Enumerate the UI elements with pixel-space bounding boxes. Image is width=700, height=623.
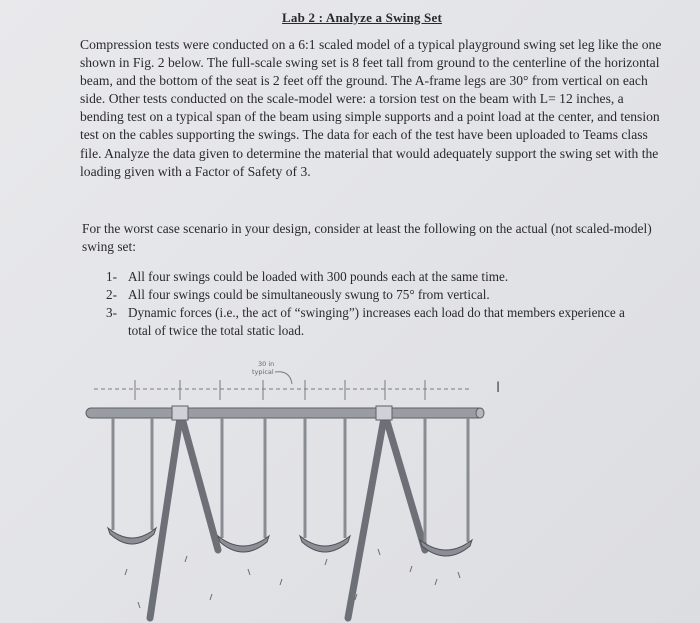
dimension-label-sub: typical [252, 368, 274, 376]
worst-case-paragraph: For the worst case scenario in your design, consider at least the following on the actual (not scaled-model) swing set: [82, 221, 652, 254]
list-item [106, 268, 646, 286]
load-case-list [106, 268, 646, 340]
list-number: 2- [106, 287, 117, 302]
ground-marks [125, 549, 460, 608]
text-cursor-icon: I [496, 380, 501, 396]
horizontal-beam [86, 408, 483, 418]
dimension-label: 30 in [258, 360, 275, 368]
list-item [106, 304, 646, 340]
list-number: 3- [106, 305, 117, 320]
list-text: Dynamic forces (i.e., the act of “swinging”) increases each load do that members experience a total of twice the total static load. [128, 305, 625, 338]
list-number: 1- [106, 269, 117, 284]
list-text: All four swings could be simultaneously swung to 75° from vertical. [128, 287, 490, 302]
a-frame-legs [150, 418, 425, 618]
list-text: All four swings could be loaded with 300 pounds each at the same time. [128, 269, 509, 284]
list-item [106, 286, 646, 304]
intro-paragraph: Compression tests were conducted on a 6:1 scaled model of a typical playground swing set leg like the one shown in Fig. 2 below. The full-scale swing set is 8 feet tall from ground to the centerline of the horizontal beam, and the bottom of the seat is 2 feet off the ground. The A-frame legs are 30° from vertical on each side. Other tests conducted on the scale-model were: a torsion test on the beam with L= 12 inches, a bending test on a typical span of the beam using simple supports and a point load at the center, and tension test on the cables supporting the swings. The data for each of the test have been uploaded to Teams class file. Analyze the data given to determine the material that would adequately support the swing set with the loading given with a Factor of Safety of 3. [80, 37, 662, 179]
swing-set-figure [80, 350, 500, 623]
lab-title: Lab 2 : Analyze a Swing Set [282, 10, 442, 25]
dimension-line [94, 372, 470, 400]
